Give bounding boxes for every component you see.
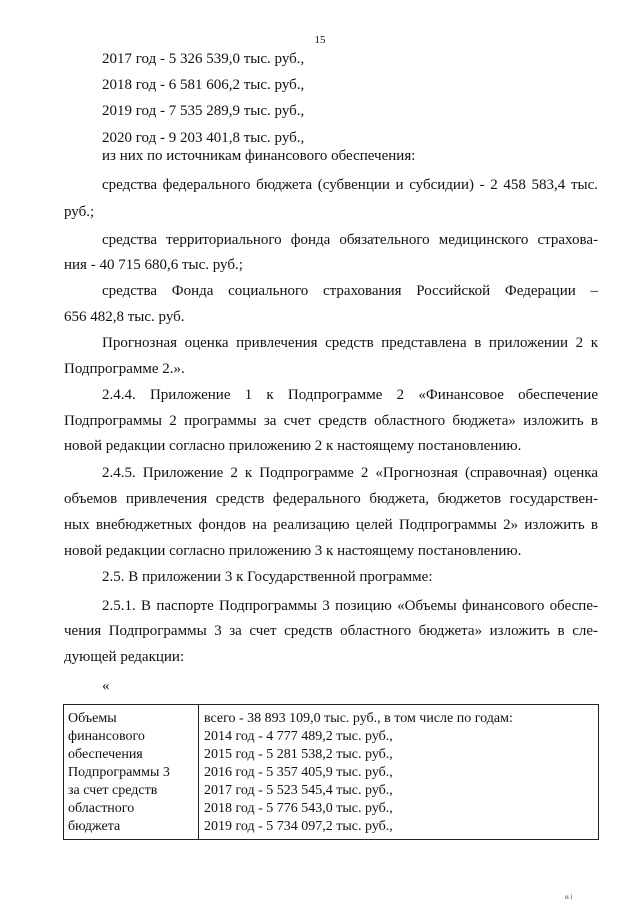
- federal-budget-line: руб.;: [64, 204, 95, 220]
- tfoms-line: средства территориального фонда обязательного медицинского страхова-: [102, 232, 598, 248]
- label-line: за счет средств: [68, 783, 158, 798]
- fss-line: средства Фонда социального страхования Российской Федерации –: [102, 283, 598, 299]
- funding-year-line: 2018 год - 6 581 606,2 тыс. руб.,: [102, 77, 305, 93]
- p245-line: ных внебюджетных фондов на реализацию целей Подпрограммы 2» изложить в: [64, 517, 598, 533]
- opening-quote: «: [102, 678, 110, 694]
- p25-line: 2.5. В приложении 3 к Государственной программе:: [102, 569, 433, 585]
- value-line: 2015 год - 5 281 538,2 тыс. руб.,: [204, 747, 393, 762]
- value-line: 2018 год - 5 776 543,0 тыс. руб.,: [204, 801, 393, 816]
- value-line: 2016 год - 5 357 405,9 тыс. руб.,: [204, 765, 393, 780]
- p251-line: дующей редакции:: [64, 649, 185, 665]
- label-line: обеспечения: [68, 747, 143, 762]
- funding-year-line: 2020 год - 9 203 401,8 тыс. руб.,: [102, 130, 305, 146]
- fss-line: 656 482,8 тыс. руб.: [64, 309, 185, 325]
- p244-line: 2.4.4. Приложение 1 к Подпрограмме 2 «Финансовое обеспечение: [102, 387, 598, 403]
- label-line: Подпрограммы 3: [68, 765, 170, 780]
- forecast-line: Подпрограмме 2.».: [64, 361, 185, 377]
- value-line: 2014 год - 4 777 489,2 тыс. руб.,: [204, 729, 393, 744]
- p245-line: новой редакции согласно приложению 3 к настоящему постановлению.: [64, 543, 522, 559]
- value-line: 2017 год - 5 523 545,4 тыс. руб.,: [204, 783, 393, 798]
- p245-line: объемов привлечения средств федерального бюджета, бюджетов государствен-: [64, 491, 598, 507]
- value-line: всего - 38 893 109,0 тыс. руб., в том числе по годам:: [204, 711, 513, 726]
- label-line: Объемы: [68, 711, 117, 726]
- p244-line: новой редакции согласно приложению 2 к настоящему постановлению.: [64, 438, 522, 454]
- forecast-line: Прогнозная оценка привлечения средств представлена в приложении 2 к: [102, 335, 598, 351]
- sources-intro: из них по источникам финансового обеспечения:: [102, 148, 416, 164]
- funding-year-line: 2017 год - 5 326 539,0 тыс. руб.,: [102, 51, 305, 67]
- funding-year-line: 2019 год - 7 535 289,9 тыс. руб.,: [102, 103, 305, 119]
- p245-line: 2.4.5. Приложение 2 к Подпрограмме 2 «Прогнозная (справочная) оценка: [102, 465, 598, 481]
- federal-budget-line: средства федерального бюджета (субвенции и субсидии) - 2 458 583,4 тыс.: [102, 177, 598, 193]
- tfoms-line: ния - 40 715 680,6 тыс. руб.;: [64, 257, 243, 273]
- corner-marks: и і: [565, 893, 573, 901]
- table-value-cell: [204, 710, 513, 836]
- funding-table: [63, 704, 599, 840]
- p251-line: 2.5.1. В паспорте Подпрограммы 3 позицию «Объемы финансового обеспе-: [102, 598, 598, 614]
- value-line: 2019 год - 5 734 097,2 тыс. руб.,: [204, 819, 393, 834]
- p251-line: чения Подпрограммы 3 за счет средств областного бюджета» изложить в сле-: [64, 623, 598, 639]
- label-line: бюджета: [68, 819, 121, 834]
- page-number: 15: [314, 34, 326, 46]
- table-column-divider: [198, 705, 199, 839]
- table-label-cell: [68, 710, 196, 836]
- label-line: областного: [68, 801, 135, 816]
- p244-line: Подпрограммы 2 программы за счет средств областного бюджета» изложить в: [64, 413, 598, 429]
- label-line: финансового: [68, 729, 145, 744]
